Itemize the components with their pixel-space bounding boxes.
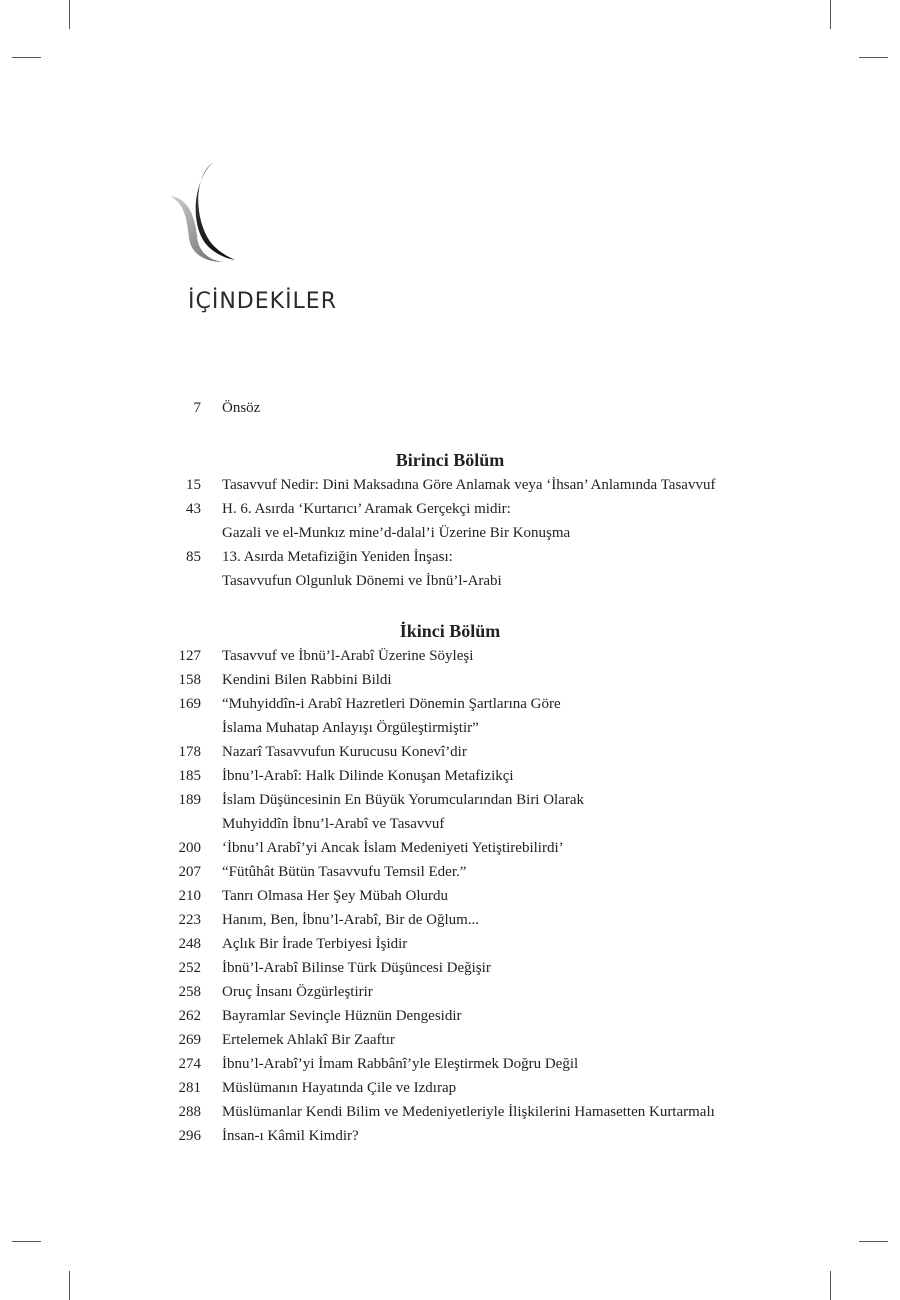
page-number: 178: [178, 744, 201, 760]
entry-title: Tanrı Olmasa Her Şey Mübah Olurdu: [222, 888, 448, 904]
page-number: 185: [178, 768, 201, 784]
crop-mark: [12, 57, 41, 58]
section-heading-2: İkinci Bölüm: [399, 621, 501, 641]
entry-title: Hanım, Ben, İbnu’l-Arabî, Bir de Oğlum...: [222, 912, 480, 928]
section-heading-1: Birinci Bölüm: [395, 450, 505, 470]
page-number: 248: [178, 936, 201, 952]
crop-mark: [12, 1241, 41, 1242]
entry-title: Kendini Bilen Rabbini Bildi: [222, 672, 392, 688]
decorative-ornament-icon: [165, 158, 240, 266]
page-number: 274: [178, 1056, 201, 1072]
page-number: 7: [193, 400, 201, 416]
entry-title: “Fütûhât Bütün Tasavvufu Temsil Eder.”: [222, 864, 467, 880]
crop-mark: [69, 0, 70, 29]
entry-title: Nazarî Tasavvufun Kurucusu Konevî’dir: [222, 744, 467, 760]
entry-title: “Muhyiddîn-i Arabî Hazretleri Dönemin Şartlarına Göre: [222, 696, 561, 712]
page-number: 207: [178, 864, 201, 880]
entry-title: Tasavvuf ve İbnü’l-Arabî Üzerine Söyleşi: [222, 648, 474, 664]
entry-title-line-2: Muhyiddîn İbnu’l-Arabî ve Tasavvuf: [222, 816, 445, 832]
crop-mark: [830, 1271, 831, 1300]
page-number: 252: [178, 960, 201, 976]
entry-title-line-2: Tasavvufun Olgunluk Dönemi ve İbnü’l-Arabi: [222, 573, 502, 589]
entry-title: Tasavvuf Nedir: Dini Maksadına Göre Anlamak veya ‘İhsan’ Anlamında Tasavvuf: [222, 477, 716, 493]
page-number: 158: [178, 672, 201, 688]
entry-title: İbnü’l-Arabî Bilinse Türk Düşüncesi Değişir: [222, 960, 491, 976]
entry-title: İslam Düşüncesinin En Büyük Yorumcularından Biri Olarak: [222, 792, 585, 808]
entry-title-line-2: İslama Muhatap Anlayışı Örgüleştirmiştir”: [222, 720, 479, 736]
page-number: 189: [178, 792, 201, 808]
entry-title: H. 6. Asırda ‘Kurtarıcı’ Aramak Gerçekçi midir:: [222, 501, 511, 517]
entry-title: İnsan-ı Kâmil Kimdir?: [222, 1128, 359, 1144]
entry-title: Bayramlar Sevinçle Hüznün Dengesidir: [222, 1008, 462, 1024]
page-number: 169: [178, 696, 201, 712]
page-number: 15: [186, 477, 201, 493]
page-number: 269: [178, 1032, 201, 1048]
crop-mark: [859, 1241, 888, 1242]
page-number: 296: [178, 1128, 201, 1144]
entry-title-line-2: Gazali ve el-Munkız mine’d-dalal’i Üzerine Bir Konuşma: [222, 525, 571, 541]
crop-mark: [69, 1271, 70, 1300]
entry-title: Oruç İnsanı Özgürleştirir: [222, 984, 373, 1000]
page-number: 85: [186, 549, 201, 565]
page-number: 281: [178, 1080, 201, 1096]
page-number: 43: [186, 501, 201, 517]
page-number: 127: [178, 648, 201, 664]
entry-title: ‘İbnu’l Arabî’yi Ancak İslam Medeniyeti Yetiştirebilirdi’: [222, 840, 564, 856]
crop-mark: [830, 0, 831, 29]
page-number: 200: [178, 840, 201, 856]
page-number: 262: [178, 1008, 201, 1024]
entry-title: 13. Asırda Metafiziğin Yeniden İnşası:: [222, 549, 453, 565]
entry-title: İbnu’l-Arabî’yi İmam Rabbânî’yle Eleştirmek Doğru Değil: [222, 1056, 579, 1072]
entry-title: Müslümanın Hayatında Çile ve Izdırap: [222, 1080, 457, 1096]
page-title: İÇİNDEKİLER: [188, 289, 337, 314]
page-number: 223: [178, 912, 201, 928]
entry-title: Açlık Bir İrade Terbiyesi İşidir: [222, 936, 408, 952]
entry-title: Ertelemek Ahlakî Bir Zaaftır: [222, 1032, 395, 1048]
page-number: 210: [178, 888, 201, 904]
crop-mark: [859, 57, 888, 58]
entry-title: Önsöz: [222, 400, 261, 416]
entry-title: Müslümanlar Kendi Bilim ve Medeniyetleriyle İlişkilerini Hamasetten Kurtarmalı: [222, 1104, 715, 1120]
entry-title: İbnu’l-Arabî: Halk Dilinde Konuşan Metafizikçi: [222, 768, 514, 784]
page-number: 258: [178, 984, 201, 1000]
page-number: 288: [178, 1104, 201, 1120]
